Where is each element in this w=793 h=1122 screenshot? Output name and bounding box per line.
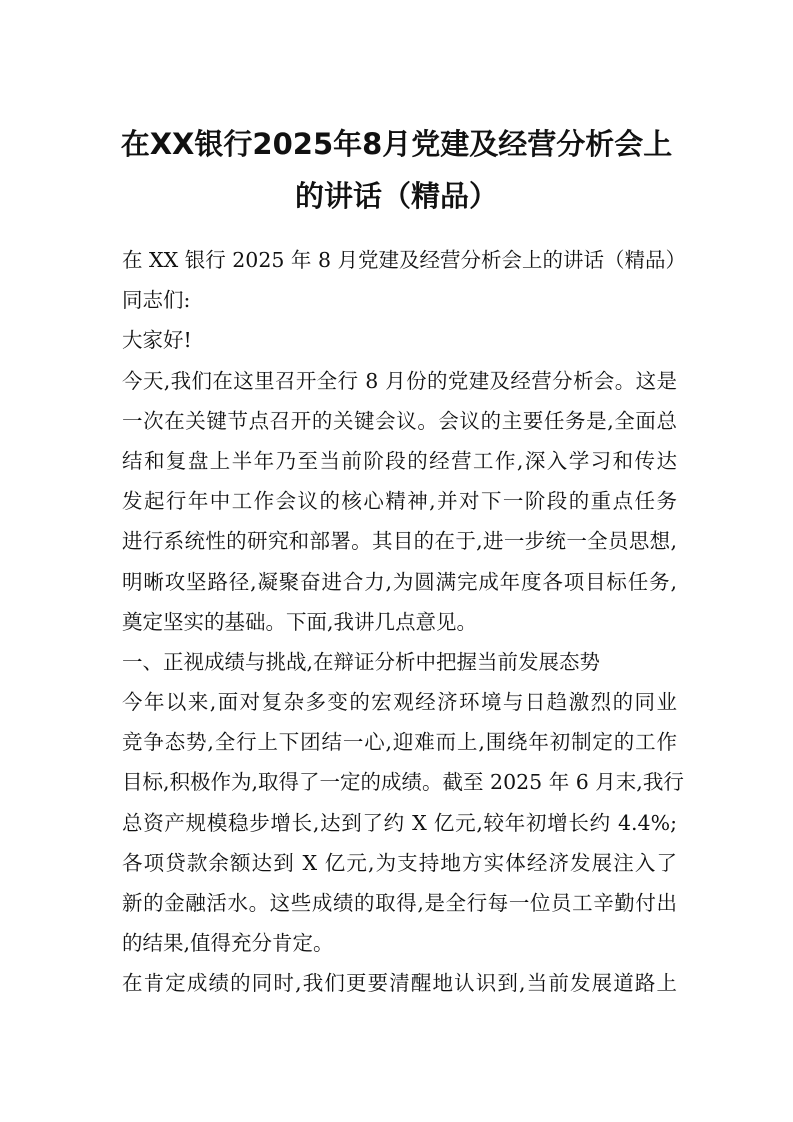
body-line: 新的金融活水。这些成绩的取得,是全行每一位员工辛勤付出 <box>122 891 677 915</box>
body-line: 今天,我们在这里召开全行 8 月份的党建及经营分析会。这是 <box>122 368 677 393</box>
body-line: 在肯定成绩的同时,我们更要清醒地认识到,当前发展道路上 <box>122 971 677 996</box>
body-line: 发起行年中工作会议的核心精神,并对下一阶段的重点任务 <box>122 489 677 514</box>
body-line: 大家好! <box>122 328 192 353</box>
body-line: 奠定坚实的基础。下面,我讲几点意见。 <box>122 609 478 634</box>
document-body <box>122 240 686 1004</box>
body-line: 今年以来,面对复杂多变的宏观经济环境与日趋激烈的同业 <box>122 690 677 715</box>
body-line: 结和复盘上半年乃至当前阶段的经营工作,深入学习和传达 <box>122 448 677 473</box>
title-line-2: 的讲话（精品） <box>294 179 498 213</box>
body-line: 同志们: <box>122 288 191 313</box>
body-line: 目标,积极作为,取得了一定的成绩。截至 2025 年 6 月末,我行 <box>122 770 684 795</box>
body-line: 一次在关键节点召开的关键会议。会议的主要任务是,全面总 <box>122 408 677 433</box>
body-line: 进行系统性的研究和部署。其目的在于,进一步统一全员思想, <box>122 529 677 554</box>
body-line: 明晰攻坚路径,凝聚奋进合力,为圆满完成年度各项目标任务, <box>122 569 677 594</box>
body-line: 在 XX 银行 2025 年 8 月党建及经营分析会上的讲话（精品） <box>122 248 686 272</box>
document-title <box>100 118 693 222</box>
body-line: 的结果,值得充分肯定。 <box>122 931 334 956</box>
body-line: 各项贷款余额达到 X 亿元,为支持地方实体经济发展注入了 <box>122 850 677 875</box>
body-line: 一、正视成绩与挑战,在辩证分析中把握当前发展态势 <box>122 649 601 674</box>
body-line: 竞争态势,全行上下团结一心,迎难而上,围绕年初制定的工作 <box>122 730 677 755</box>
body-line: 总资产规模稳步增长,达到了约 X 亿元,较年初增长约 4.4%; <box>122 810 677 835</box>
title-line-1: 在XX银行2025年8月党建及经营分析会上 <box>120 127 673 161</box>
